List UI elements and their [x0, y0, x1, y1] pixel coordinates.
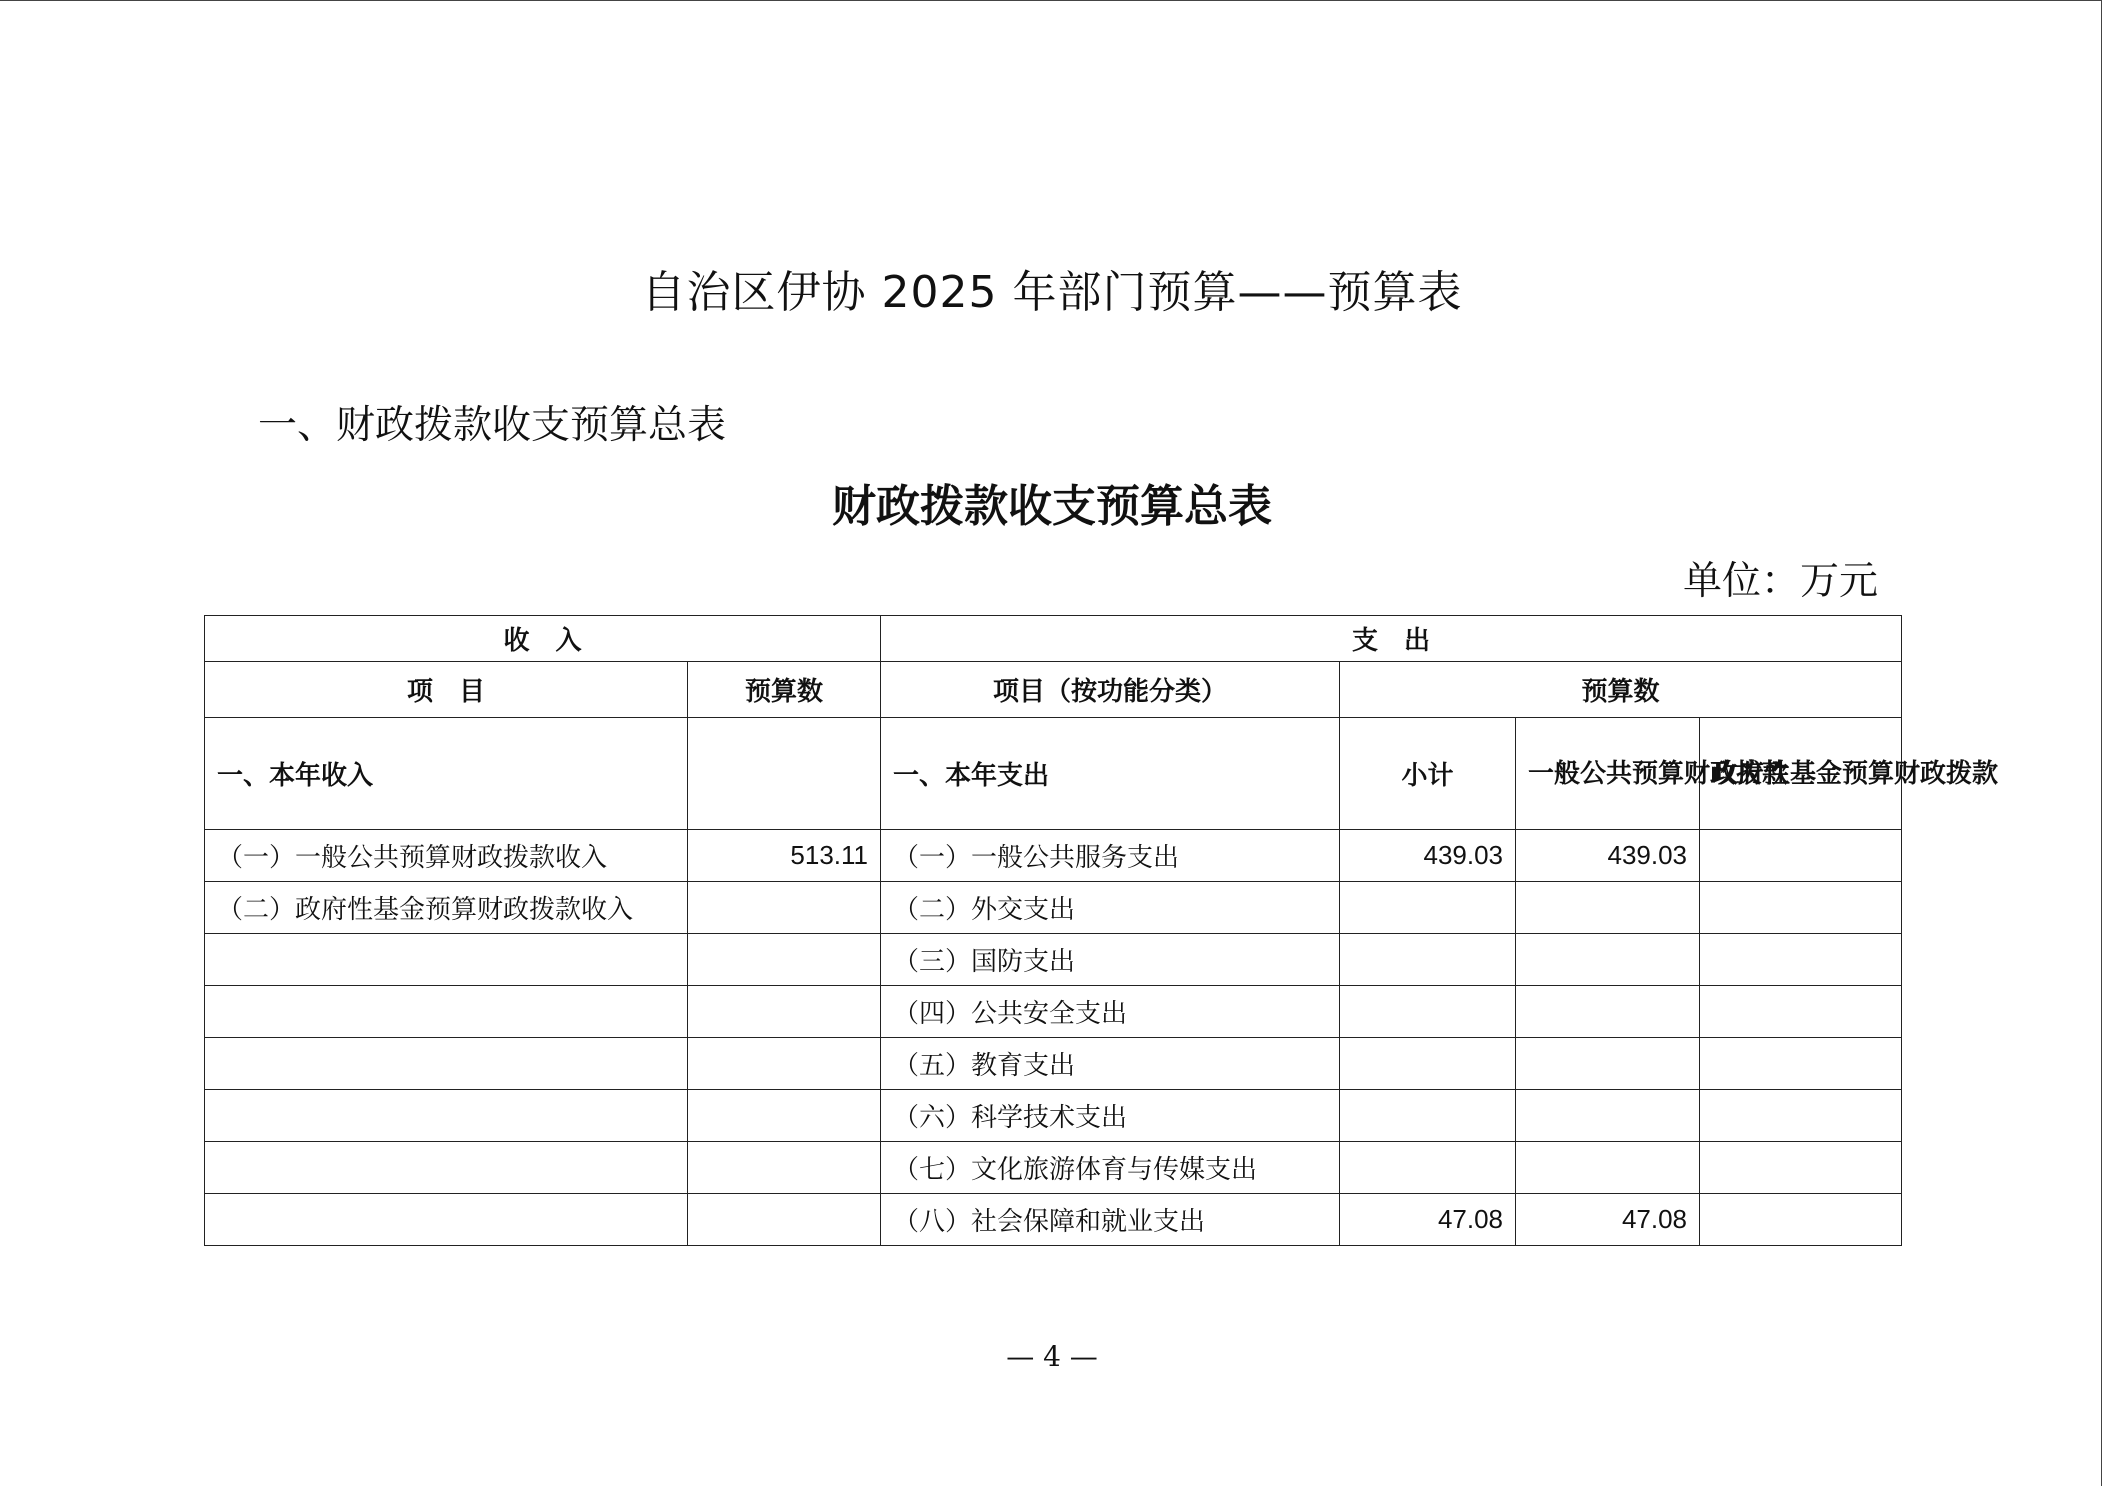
expense-subtotal [1340, 934, 1516, 986]
income-item: （一）一般公共预算财政拨款收入 [205, 830, 688, 882]
header-row-columns [205, 662, 1902, 718]
expense-fund [1700, 934, 1902, 986]
income-budget-header: 预算数 [688, 662, 881, 718]
expense-subtotal [1340, 1038, 1516, 1090]
table-row [205, 1090, 1902, 1142]
expense-subtotal [1340, 1142, 1516, 1194]
expense-item: （四）公共安全支出 [881, 986, 1340, 1038]
income-item [205, 1142, 688, 1194]
table-row [205, 1142, 1902, 1194]
income-amount [688, 882, 881, 934]
unit-label: 单位：万元 [1682, 559, 1878, 604]
expense-fund [1700, 882, 1902, 934]
expense-general [1516, 934, 1700, 986]
expense-fund [1700, 830, 1902, 882]
income-item [205, 1038, 688, 1090]
income-header: 收 入 [205, 616, 881, 662]
income-section-label: 一、本年收入 [205, 718, 688, 830]
expense-item: （一）一般公共服务支出 [881, 830, 1340, 882]
table-row [205, 830, 1902, 882]
expense-header: 支 出 [881, 616, 1902, 662]
expense-fund [1700, 1194, 1902, 1246]
expense-item: （八）社会保障和就业支出 [881, 1194, 1340, 1246]
header-row-sections [205, 718, 1902, 830]
table-row [205, 934, 1902, 986]
income-amount [688, 1194, 881, 1246]
expense-section-label: 一、本年支出 [881, 718, 1340, 830]
expense-general [1516, 1090, 1700, 1142]
expense-subtotal: 439.03 [1340, 830, 1516, 882]
document-title: 自治区伊协 2025 年部门预算——预算表 [641, 267, 1463, 318]
table-row [205, 882, 1902, 934]
expense-subtotal: 47.08 [1340, 1194, 1516, 1246]
income-item [205, 1194, 688, 1246]
expense-item: （三）国防支出 [881, 934, 1340, 986]
income-amount [688, 1142, 881, 1194]
expense-subtotal [1340, 986, 1516, 1038]
section-heading: 一、财政拨款收支预算总表 [258, 403, 727, 448]
expense-subtotal [1340, 1090, 1516, 1142]
expense-budget-header: 预算数 [1340, 662, 1902, 718]
expense-subtotal [1340, 882, 1516, 934]
income-amount [688, 986, 881, 1038]
expense-item: （七）文化旅游体育与传媒支出 [881, 1142, 1340, 1194]
income-item [205, 986, 688, 1038]
income-item [205, 934, 688, 986]
page-number: — 4 — [1006, 1340, 1098, 1373]
income-item-header: 项 目 [205, 662, 688, 718]
expense-item: （五）教育支出 [881, 1038, 1340, 1090]
income-amount [688, 934, 881, 986]
expense-fund [1700, 1090, 1902, 1142]
income-item [205, 1090, 688, 1142]
expense-item: （二）外交支出 [881, 882, 1340, 934]
table-row [205, 986, 1902, 1038]
income-section-amount [688, 718, 881, 830]
expense-general [1516, 1038, 1700, 1090]
expense-general [1516, 882, 1700, 934]
expense-item: （六）科学技术支出 [881, 1090, 1340, 1142]
table-title: 财政拨款收支预算总表 [832, 481, 1272, 532]
expense-item-header: 项目（按功能分类） [881, 662, 1340, 718]
expense-general [1516, 1142, 1700, 1194]
budget-table [204, 615, 1999, 1246]
expense-general [1516, 986, 1700, 1038]
expense-fund [1700, 986, 1902, 1038]
header-row-main [205, 616, 1902, 662]
expense-fund [1700, 1038, 1902, 1090]
subtotal-header: 小计 [1340, 718, 1516, 830]
general-budget-header: 一般公共预算财政拨款 [1516, 718, 1700, 830]
income-item: （二）政府性基金预算财政拨款收入 [205, 882, 688, 934]
income-amount [688, 1038, 881, 1090]
table-row [205, 1194, 1902, 1246]
fund-budget-header: 政府性基金预算财政拨款 [1700, 718, 1902, 830]
table-row [205, 1038, 1902, 1090]
expense-general: 439.03 [1516, 830, 1700, 882]
expense-fund [1700, 1142, 1902, 1194]
income-amount [688, 1090, 881, 1142]
expense-general: 47.08 [1516, 1194, 1700, 1246]
income-amount: 513.11 [688, 830, 881, 882]
